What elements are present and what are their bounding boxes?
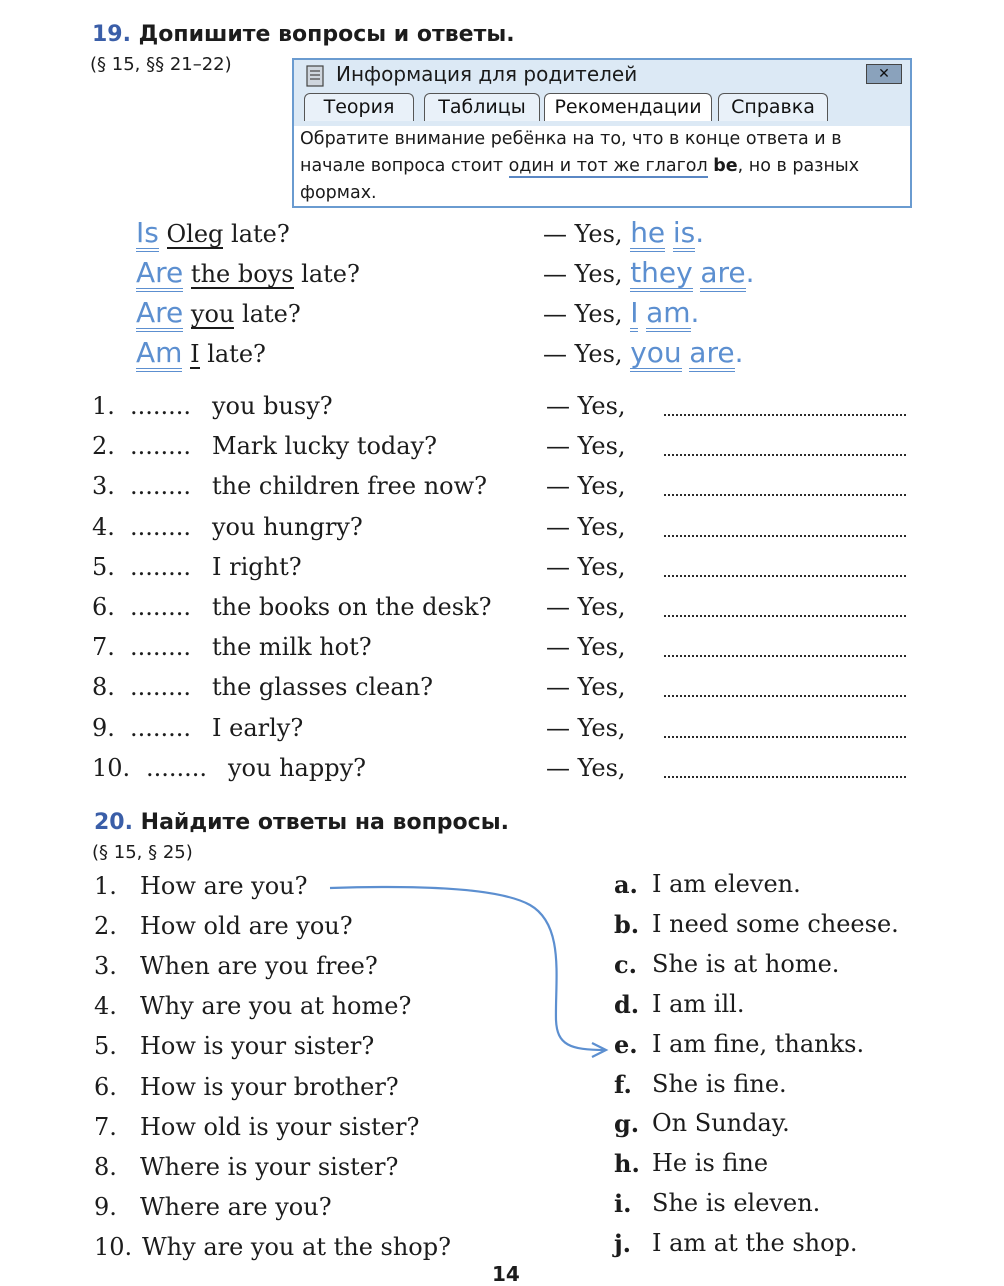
yes-label: — Yes, [543, 300, 623, 328]
question-number: 4. [94, 992, 117, 1021]
handwritten-pronoun: they [630, 258, 693, 292]
task-blank[interactable]: ........ [130, 593, 192, 621]
answer-text: I am ill. [652, 989, 745, 1018]
answer-letter: h. [614, 1149, 640, 1179]
info-text-bold: be [713, 156, 738, 176]
task-blank[interactable]: ........ [130, 713, 192, 742]
handwritten-verb: am [646, 298, 690, 332]
task-blank[interactable]: ........ [130, 432, 192, 461]
handwritten-verb: Am [136, 338, 182, 372]
question-text: Why are you at home? [140, 992, 412, 1021]
close-button[interactable]: ✕ [866, 64, 902, 84]
info-text-part2: , но в разных формах. [300, 156, 860, 203]
question-number: 8. [94, 1152, 117, 1181]
answer-text: He is fine [652, 1149, 769, 1178]
question-number: 2. [94, 912, 117, 941]
question-text: How old is your sister? [140, 1112, 420, 1141]
question-text: Where are you? [140, 1192, 332, 1221]
answer-text: I am at the shop. [652, 1229, 858, 1258]
question-text: How is your sister? [140, 1032, 375, 1061]
task-blank[interactable]: ........ [130, 633, 192, 662]
yes-label: — Yes, [543, 340, 623, 368]
handwritten-period: . [695, 216, 705, 249]
answer-letter: a. [614, 870, 638, 899]
task-question: Mark lucky today? [212, 432, 438, 461]
answer-letter: g. [614, 1109, 640, 1139]
question-number: 1. [94, 872, 117, 900]
yes-label: — Yes, [546, 432, 626, 461]
tab-tables[interactable]: Таблицы [424, 93, 540, 121]
task-blank[interactable]: ........ [130, 512, 192, 541]
yes-label: — Yes, [546, 512, 626, 541]
question-number: 5. [94, 1032, 117, 1061]
handwritten-verb: are [700, 258, 745, 292]
task-number: 10. [92, 753, 131, 782]
question-number: 9. [94, 1192, 117, 1221]
answer-letter: b. [614, 909, 640, 939]
example-subject: I [190, 340, 200, 368]
handwritten-pronoun: I [630, 298, 638, 332]
answer-text: I need some cheese. [652, 909, 899, 938]
answer-letter: i. [614, 1189, 632, 1219]
question-text: Why are you at the shop? [142, 1232, 451, 1261]
question-text: How are you? [140, 872, 308, 900]
task-question: I early? [212, 713, 304, 742]
task-number: 5. [92, 552, 115, 581]
example-question: late? [234, 300, 301, 328]
exercise-heading: Допишите вопросы и ответы. [138, 22, 515, 47]
example-subject: Oleg [166, 220, 224, 248]
task-blank[interactable]: ........ [146, 753, 208, 782]
question-number: 7. [94, 1112, 117, 1141]
question-number: 3. [94, 952, 117, 981]
task-question: you busy? [212, 392, 333, 420]
handwritten-verb: Are [136, 258, 183, 292]
example-question: late? [293, 260, 360, 288]
handwritten-period: . [690, 296, 700, 329]
page-number: 14 [492, 1262, 520, 1286]
answer-letter: d. [614, 989, 640, 1019]
tab-recommendations[interactable]: Рекомендации [544, 93, 712, 121]
handwritten-verb: Are [136, 298, 183, 332]
answer-text: I am eleven. [652, 870, 801, 898]
exercise-heading: Найдите ответы на вопросы. [140, 810, 509, 835]
example-subject: the boys [190, 260, 294, 288]
question-text: Where is your sister? [140, 1152, 399, 1181]
yes-label: — Yes, [546, 593, 626, 621]
yes-label: — Yes, [546, 472, 626, 501]
answer-text: She is fine. [652, 1069, 787, 1098]
yes-label: — Yes, [543, 260, 623, 288]
handwritten-verb: are [689, 338, 734, 372]
yes-label: — Yes, [543, 220, 623, 248]
task-number: 1. [92, 392, 115, 420]
task-question: the children free now? [212, 472, 488, 501]
answer-letter: f. [614, 1069, 632, 1099]
handwritten-pronoun: you [630, 338, 681, 372]
answer-text: I am fine, thanks. [652, 1029, 865, 1058]
task-question: you hungry? [212, 512, 363, 541]
yes-label: — Yes, [546, 673, 626, 702]
handwritten-verb: is [673, 218, 695, 252]
yes-label: — Yes, [546, 753, 626, 782]
task-blank[interactable]: ........ [130, 673, 192, 702]
handwritten-period: . [734, 336, 744, 369]
answer-letter: j. [614, 1229, 632, 1259]
yes-label: — Yes, [546, 392, 626, 420]
handwritten-period: . [745, 256, 755, 289]
yes-label: — Yes, [546, 713, 626, 742]
task-question: I right? [212, 552, 302, 581]
task-number: 9. [92, 713, 115, 742]
info-box-title: Информация для родителей [336, 62, 638, 86]
question-text: How is your brother? [140, 1072, 399, 1101]
answer-text: She is at home. [652, 949, 840, 978]
handwritten-verb: Is [136, 218, 159, 252]
exercise-number: 19. [92, 22, 131, 47]
task-question: you happy? [228, 753, 367, 782]
example-question: late? [223, 220, 290, 248]
task-number: 7. [92, 633, 115, 662]
task-number: 6. [92, 593, 115, 621]
task-question: the milk hot? [212, 633, 372, 662]
tab-theory[interactable]: Теория [304, 93, 414, 121]
question-text: When are you free? [140, 952, 378, 981]
task-number: 2. [92, 432, 115, 461]
task-blank[interactable]: ........ [130, 392, 192, 420]
answer-text: On Sunday. [652, 1109, 790, 1138]
question-number: 6. [94, 1072, 117, 1101]
question-text: How old are you? [140, 912, 353, 941]
task-blank[interactable]: ........ [130, 552, 192, 581]
task-number: 4. [92, 512, 115, 541]
task-number: 3. [92, 472, 115, 501]
task-question: the books on the desk? [212, 593, 492, 621]
question-number: 10. [94, 1232, 133, 1261]
exercise-19-reference: (§ 15, §§ 21–22) [90, 54, 232, 75]
answer-letter: e. [614, 1029, 638, 1059]
answer-letter: c. [614, 949, 637, 979]
yes-label: — Yes, [546, 633, 626, 662]
info-text-underlined: один и тот же глагол [508, 156, 708, 176]
task-number: 8. [92, 673, 115, 702]
handwritten-pronoun: he [630, 218, 665, 252]
example-question: late? [199, 340, 266, 368]
task-blank[interactable]: ........ [130, 472, 192, 501]
tab-reference[interactable]: Справка [718, 93, 828, 121]
exercise-number: 20. [94, 810, 133, 835]
example-subject: you [190, 300, 235, 328]
yes-label: — Yes, [546, 552, 626, 581]
info-text-part1: Обратите внимание ребёнка на то, что в конце ответа и в начале вопроса стоит [300, 129, 842, 176]
answer-text: She is eleven. [652, 1189, 821, 1218]
exercise-20-reference: (§ 15, § 25) [92, 842, 193, 863]
task-question: the glasses clean? [212, 673, 434, 702]
